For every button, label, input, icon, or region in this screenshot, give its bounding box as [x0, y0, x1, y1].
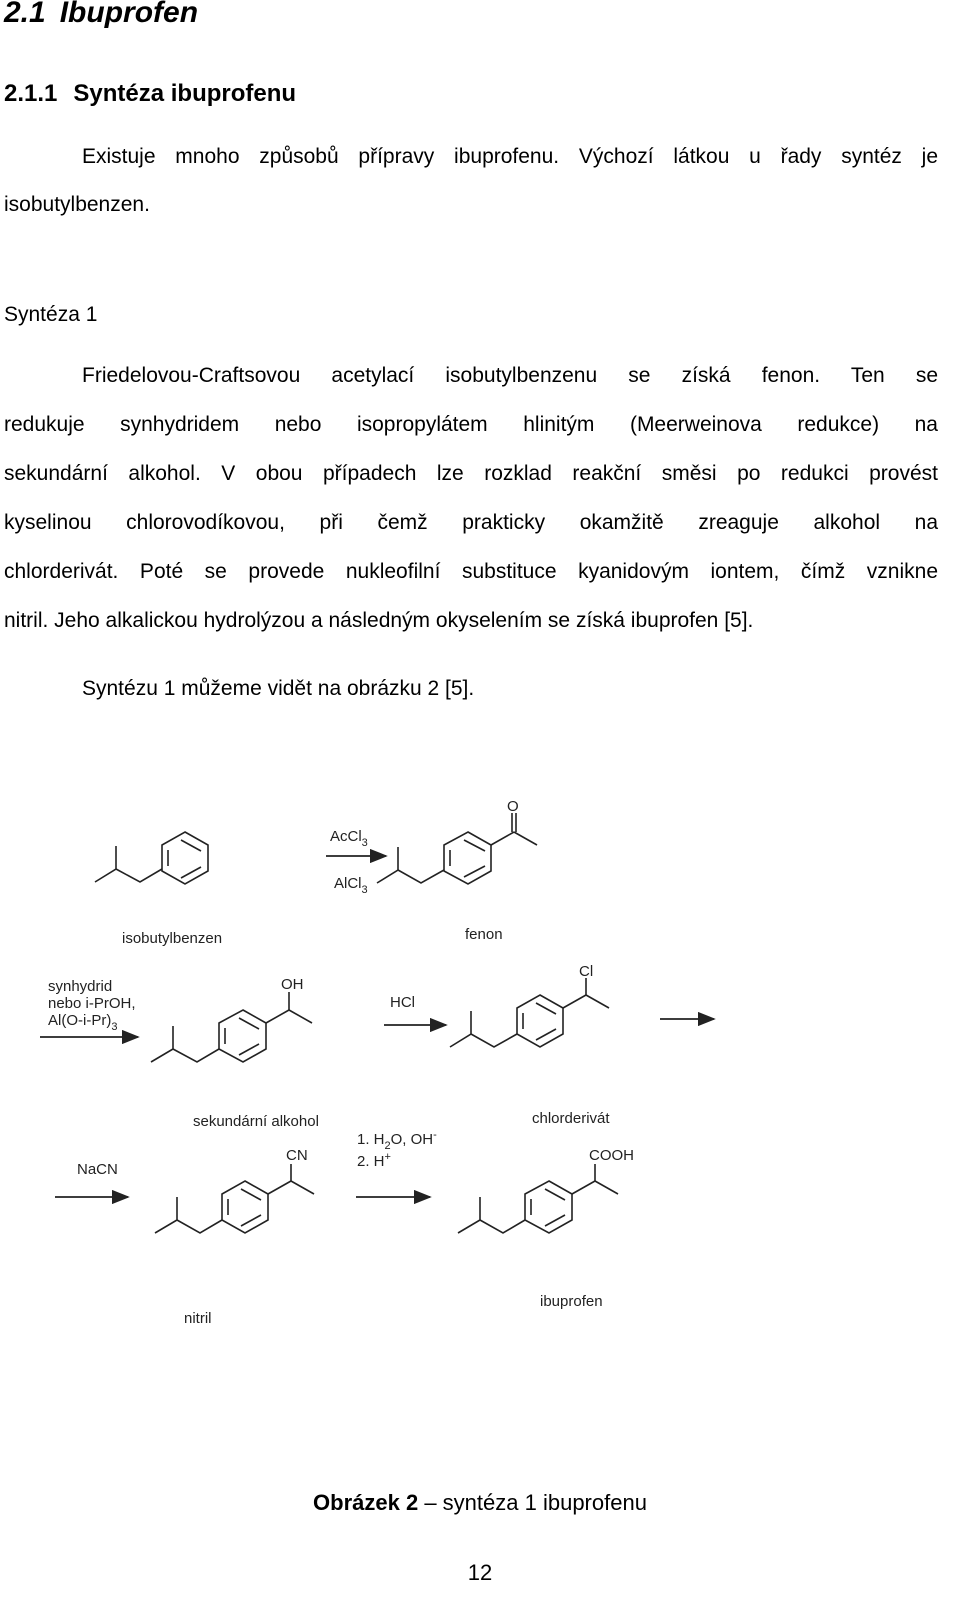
- step3-reagent: HCl: [390, 994, 415, 1011]
- isobutylbenzen-structure: [95, 832, 208, 884]
- synthesis-paragraph-line-6: nitril. Jeho alkalickou hydrolýzou a následným okyselením se získá ibuprofen [5].: [4, 609, 754, 632]
- chloro-structure: [450, 978, 609, 1047]
- synthesis-paragraph-line-3: sekundární alkohol. V obou případech lze rozklad reakční směsi po redukci provést: [4, 462, 938, 485]
- figure-caption-text: – syntéza 1 ibuprofenu: [418, 1490, 647, 1515]
- step5-reagent-line2: 2. H+: [357, 1151, 391, 1170]
- ibuprofen-structure: [458, 1164, 618, 1233]
- section-number: 2.1: [4, 0, 46, 29]
- nitrile-cn: CN: [286, 1147, 308, 1164]
- figure-reference: Syntézu 1 můžeme vidět na obrázku 2 [5].: [82, 677, 475, 700]
- isobutylbenzen-label: isobutylbenzen: [122, 930, 223, 947]
- step2-reagent-line3: $Al(O-i-Pr)_3$: [48, 1012, 118, 1033]
- alcohol-oh: OH: [281, 976, 304, 993]
- nitrile-structure: [155, 1164, 314, 1233]
- synthesis-title: Syntéza 1: [4, 303, 98, 326]
- subsection-heading: [4, 80, 296, 108]
- ibuprofen-label: ibuprofen: [540, 1293, 603, 1310]
- step1-reagent-bottom: AlCl$_3$: [334, 875, 368, 896]
- figure-caption: [0, 1490, 960, 1516]
- synthesis-paragraph: [4, 400, 938, 645]
- synthesis-paragraph-line-1: Friedelovou-Craftsovou acetylací isobutylbenzenu se získá fenon. Ten se: [82, 364, 938, 387]
- step2-reagent-line2: nebo i-PrOH,: [48, 995, 136, 1012]
- synthesis-paragraph-line-2: redukuje synhydridem nebo isopropylátem hlinitým (Meerweinova redukce) na: [4, 413, 938, 436]
- synthesis-paragraph-line-5: chlorderivát. Poté se provede nukleofilní substituce kyanidovým iontem, čímž vznikne: [4, 560, 938, 583]
- synthesis-paragraph-line-4: kyselinou chlorovodíkovou, při čemž prakticky okamžitě zreaguje alkohol na: [4, 511, 938, 534]
- alcohol-structure: [151, 992, 312, 1062]
- fenon-oxygen: O: [507, 798, 519, 815]
- figure-caption-label: Obrázek 2: [313, 1490, 419, 1515]
- intro-paragraph-line-2: isobutylbenzen.: [4, 193, 150, 216]
- reaction-scheme: [0, 780, 960, 1380]
- section-title: Ibuprofen: [59, 0, 199, 29]
- step1-reagent-top: AcCl$_3$: [330, 828, 368, 849]
- page-number: 12: [467, 1560, 493, 1585]
- chloro-label: chlorderivát: [532, 1110, 610, 1127]
- section-heading: [4, 0, 198, 30]
- step5-reagent-line1: 1. $H_2O$, OH-: [357, 1129, 437, 1152]
- fenon-label: fenon: [465, 926, 503, 943]
- step4-reagent: NaCN: [77, 1161, 118, 1178]
- nitrile-label: nitril: [184, 1310, 212, 1327]
- alcohol-label: sekundární alkohol: [193, 1113, 319, 1130]
- step2-reagent-line1: synhydrid: [48, 978, 113, 995]
- fenon-structure: [377, 813, 537, 884]
- subsection-number: 2.1.1: [4, 80, 58, 107]
- ibuprofen-cooh: COOH: [589, 1147, 634, 1164]
- chloro-cl: Cl: [579, 963, 594, 980]
- subsection-title: Syntéza ibuprofenu: [73, 80, 297, 107]
- intro-paragraph-line-1: Existuje mnoho způsobů přípravy ibuprofenu. Výchozí látkou u řady syntéz je: [82, 145, 938, 168]
